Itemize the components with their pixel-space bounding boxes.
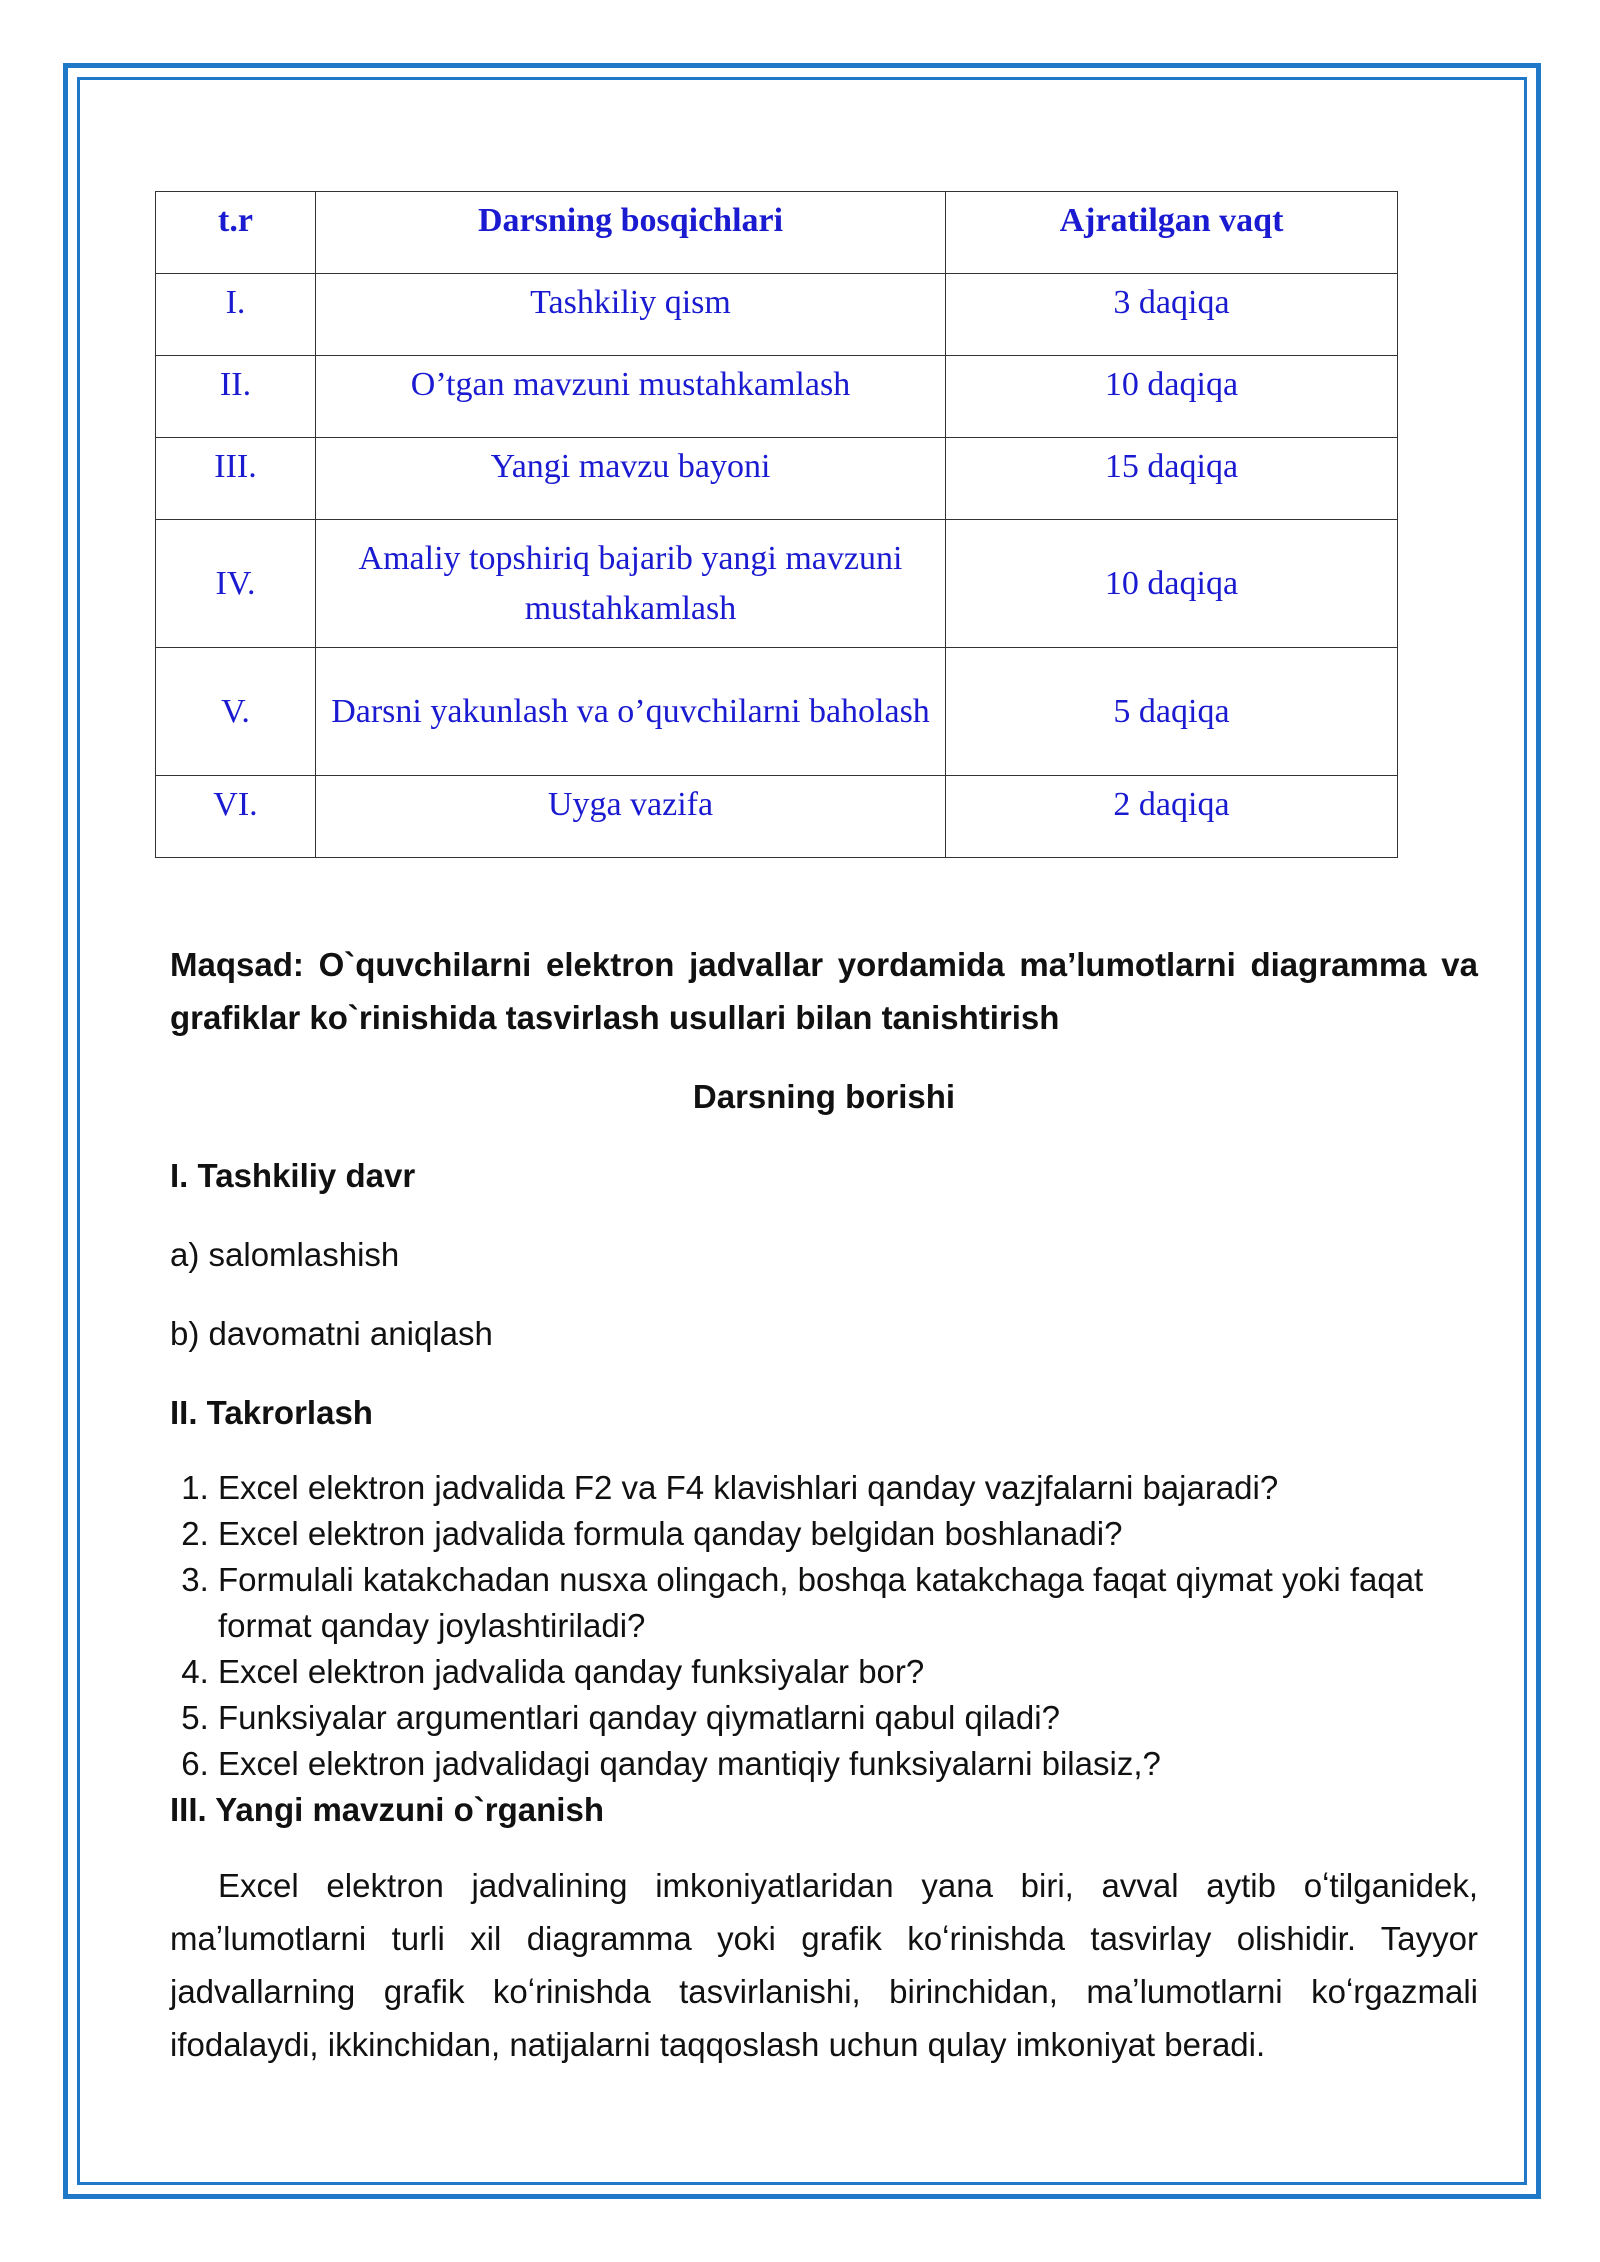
table-row — [156, 648, 1398, 776]
lesson-goal: Maqsad: O`quvchilarni elektron jadvallar yordamida ma’lumotlarni diagramma va grafiklar ko`rinishida tasvirlash usullari bilan tanishtirish — [170, 946, 1478, 1036]
row-number: VI. — [156, 776, 316, 858]
list-item: 3. Formulali katakchadan nusxa olingach, boshqa katakchaga faqat qiymat yoki faqat format qanday joylashtiriladi? — [218, 1557, 1478, 1649]
row-stage: Tashkiliy qism — [316, 274, 946, 356]
row-stage: Uyga vazifa — [316, 776, 946, 858]
row-time: 3 daqiqa — [946, 274, 1398, 356]
row-number: V. — [156, 648, 316, 776]
section-new-topic-title: III. Yangi mavzuni o`rganish — [170, 1791, 604, 1828]
section-organizational-title: I. Tashkiliy davr — [170, 1157, 416, 1194]
row-time: 5 daqiqa — [946, 648, 1398, 776]
row-number: IV. — [156, 520, 316, 648]
header-stage: Darsning bosqichlari — [316, 192, 946, 274]
document-body — [170, 938, 1478, 2071]
row-time: 10 daqiqa — [946, 520, 1398, 648]
table-header-row — [156, 192, 1398, 274]
row-number: II. — [156, 356, 316, 438]
section-review-title: II. Takrorlash — [170, 1394, 373, 1431]
table-row — [156, 438, 1398, 520]
list-item: 2. Excel elektron jadvalida formula qanday belgidan boshlanadi? — [218, 1511, 1478, 1557]
list-item: 1. Excel elektron jadvalida F2 va F4 klavishlari qanday vazjfalarni bajaradi? — [218, 1465, 1478, 1511]
row-time: 15 daqiqa — [946, 438, 1398, 520]
row-number: III. — [156, 438, 316, 520]
row-number: I. — [156, 274, 316, 356]
row-stage: Amaliy topshiriq bajarib yangi mavzuni mustahkamlash — [316, 520, 946, 648]
lesson-progress-title: Darsning borishi — [692, 1078, 956, 1115]
header-number: t.r — [156, 192, 316, 274]
list-item: 4. Excel elektron jadvalida qanday funksiyalar bor? — [218, 1649, 1478, 1695]
list-item: 6. Excel elektron jadvalidagi qanday mantiqiy funksiyalarni bilasiz,? — [218, 1741, 1478, 1787]
body-paragraph: Excel elektron jadvalining imkoniyatlaridan yana biri, avval aytib oʻtilganidek, maʼlumotlarni turli xil diagramma yoki grafik koʻrinishda tasvirlay olishidir. Tayyor jadvallarning grafik koʻrinishda tasvirlanishi, birinchidan, maʼlumotlarni koʻrgazmali ifodalaydi, ikkinchidan, natijalarni taqqoslash uchun qulay imkoniyat beradi. — [170, 1867, 1478, 2063]
table-row — [156, 520, 1398, 648]
lesson-stages-table — [155, 191, 1398, 858]
list-item: b) davomatni aniqlash — [170, 1315, 493, 1352]
row-time: 2 daqiqa — [946, 776, 1398, 858]
list-item: a) salomlashish — [170, 1236, 400, 1273]
row-stage: O’tgan mavzuni mustahkamlash — [316, 356, 946, 438]
table-row — [156, 356, 1398, 438]
table-row — [156, 274, 1398, 356]
list-item: 5. Funksiyalar argumentlari qanday qiymatlarni qabul qiladi? — [218, 1695, 1478, 1741]
row-time: 10 daqiqa — [946, 356, 1398, 438]
table-row — [156, 776, 1398, 858]
row-stage: Yangi mavzu bayoni — [316, 438, 946, 520]
review-questions-list — [170, 1465, 1478, 1787]
row-stage: Darsni yakunlash va o’quvchilarni baholash — [316, 648, 946, 776]
header-time: Ajratilgan vaqt — [946, 192, 1398, 274]
